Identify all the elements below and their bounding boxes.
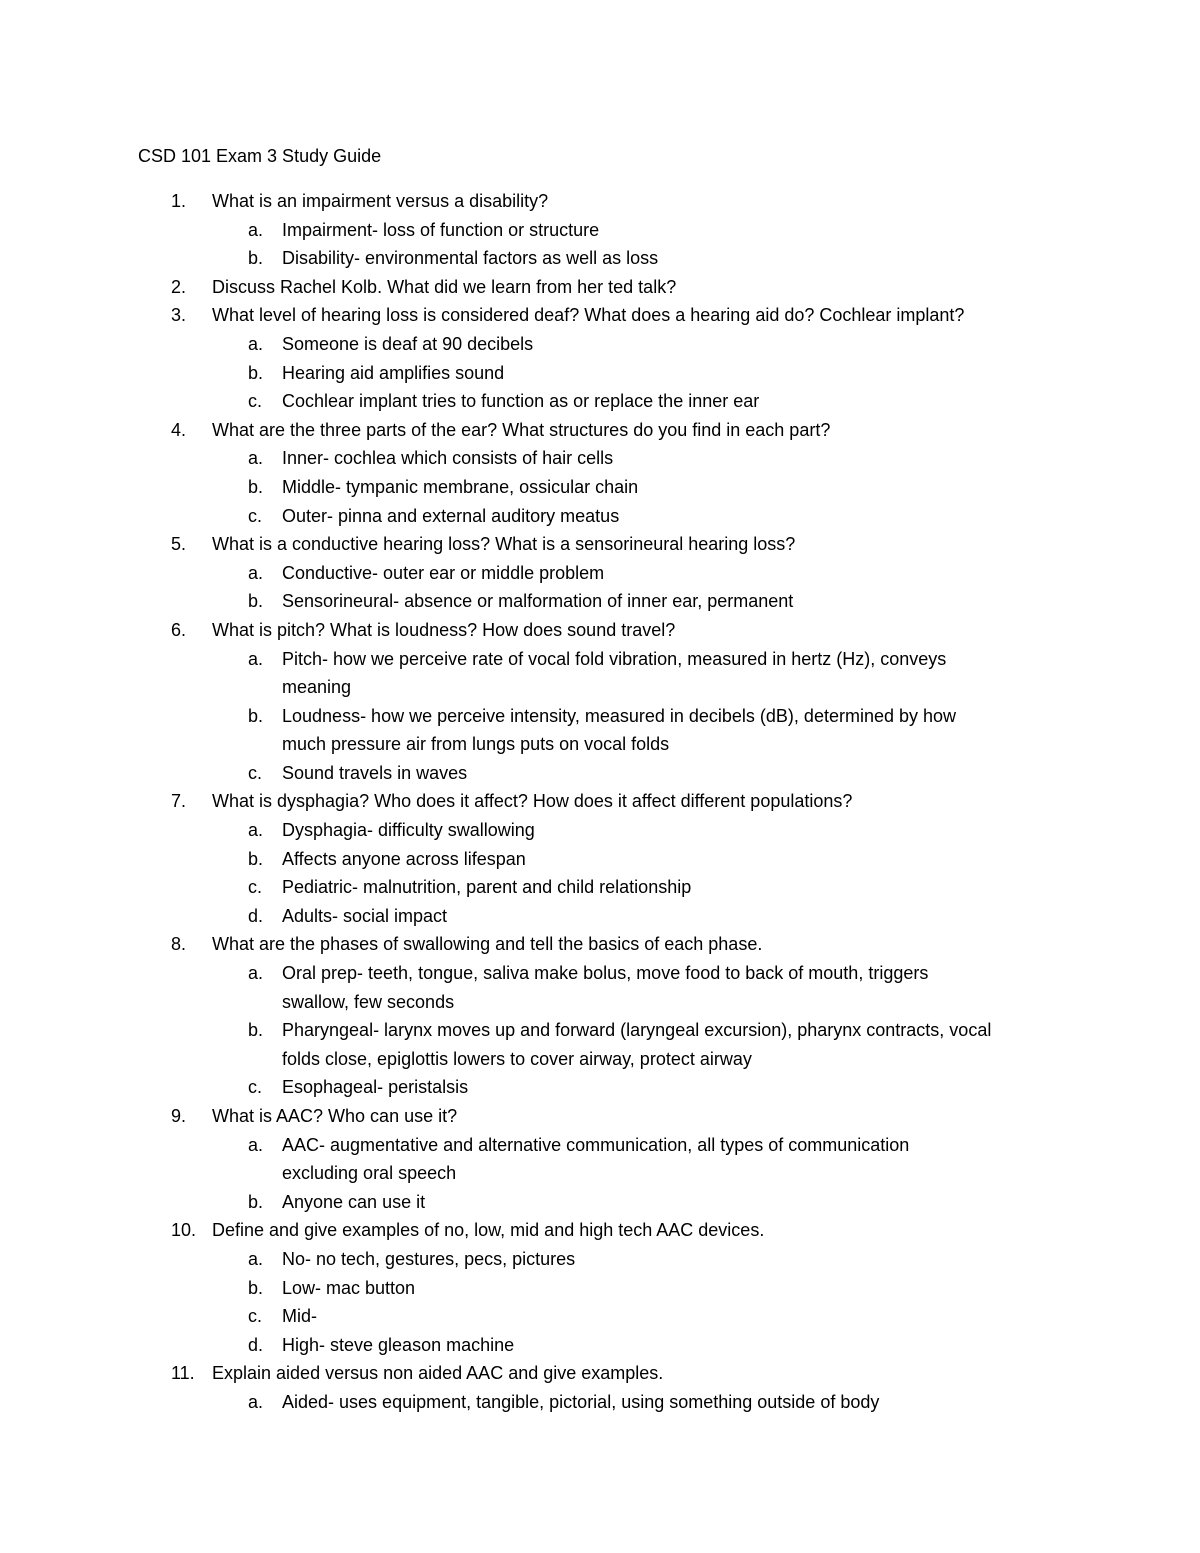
answer-text: swallow, few seconds bbox=[282, 991, 455, 1012]
answer-letter: b. bbox=[248, 248, 264, 269]
answer-letter: b. bbox=[248, 1191, 264, 1212]
answer-letter: b. bbox=[248, 848, 264, 869]
answer-item bbox=[0, 359, 1200, 388]
question-item bbox=[0, 1102, 1200, 1131]
answer-text: Middle- tympanic membrane, ossicular chain bbox=[282, 476, 639, 497]
answer-text: Aided- uses equipment, tangible, pictorial, using something outside of body bbox=[282, 1391, 880, 1412]
answer-item bbox=[0, 444, 1200, 473]
answer-letter: d. bbox=[248, 1334, 264, 1355]
question-text: Discuss Rachel Kolb. What did we learn from her ted talk? bbox=[212, 276, 677, 297]
answer-letter: c. bbox=[248, 1077, 263, 1098]
answer-letter: b. bbox=[248, 1277, 264, 1298]
answer-text: Outer- pinna and external auditory meatus bbox=[282, 505, 620, 526]
answer-item bbox=[0, 759, 1200, 788]
answer-letter: a. bbox=[248, 963, 264, 984]
question-number: 3. bbox=[171, 305, 187, 326]
answer-item bbox=[0, 1388, 1200, 1417]
answer-letter: c. bbox=[248, 391, 263, 412]
answer-text: Hearing aid amplifies sound bbox=[282, 362, 505, 383]
answer-letter: d. bbox=[248, 905, 264, 926]
question-item bbox=[0, 1216, 1200, 1245]
answer-letter: b. bbox=[248, 362, 264, 383]
question-number: 7. bbox=[171, 791, 187, 812]
answer-item bbox=[0, 1016, 1200, 1045]
answer-text: Inner- cochlea which consists of hair cells bbox=[282, 448, 614, 469]
answer-text: meaning bbox=[282, 677, 352, 698]
answer-item bbox=[0, 959, 1200, 988]
answer-text: Pharyngeal- larynx moves up and forward (laryngeal excursion), pharynx contracts, vocal bbox=[282, 1020, 992, 1041]
question-text: What level of hearing loss is considered deaf? What does a hearing aid do? Cochlear implant? bbox=[212, 305, 965, 326]
answer-letter: b. bbox=[248, 476, 264, 497]
answer-item bbox=[0, 473, 1200, 502]
question-item bbox=[0, 273, 1200, 302]
answer-text: Someone is deaf at 90 decibels bbox=[282, 333, 534, 354]
answer-item bbox=[0, 387, 1200, 416]
answer-text: Loudness- how we perceive intensity, measured in decibels (dB), determined by how bbox=[282, 705, 957, 726]
answer-item bbox=[0, 502, 1200, 531]
question-number: 8. bbox=[171, 934, 187, 955]
question-number: 6. bbox=[171, 619, 187, 640]
answer-text: Impairment- loss of function or structure bbox=[282, 219, 600, 240]
question-number: 2. bbox=[171, 276, 187, 297]
answer-letter: c. bbox=[248, 505, 263, 526]
answer-text: Conductive- outer ear or middle problem bbox=[282, 562, 605, 583]
answer-item bbox=[0, 673, 1200, 702]
answer-item bbox=[0, 1331, 1200, 1360]
answer-item bbox=[0, 1131, 1200, 1160]
answer-item bbox=[0, 1045, 1200, 1074]
answer-item bbox=[0, 216, 1200, 245]
answer-text: No- no tech, gestures, pecs, pictures bbox=[282, 1248, 576, 1269]
answer-item bbox=[0, 873, 1200, 902]
answer-text: Dysphagia- difficulty swallowing bbox=[282, 820, 535, 841]
question-number: 11. bbox=[171, 1363, 195, 1384]
answer-text: Affects anyone across lifespan bbox=[282, 848, 526, 869]
answer-text: excluding oral speech bbox=[282, 1163, 457, 1184]
answer-text: Sensorineural- absence or malformation of inner ear, permanent bbox=[282, 591, 794, 612]
question-text: What is pitch? What is loudness? How does sound travel? bbox=[212, 619, 676, 640]
answer-letter: a. bbox=[248, 648, 264, 669]
question-number: 5. bbox=[171, 534, 187, 555]
question-item bbox=[0, 301, 1200, 330]
question-number: 1. bbox=[171, 191, 187, 211]
answer-item bbox=[0, 1159, 1200, 1188]
answer-letter: b. bbox=[248, 1020, 264, 1041]
answer-item bbox=[0, 244, 1200, 273]
answer-text: Anyone can use it bbox=[282, 1191, 426, 1212]
answer-item bbox=[0, 845, 1200, 874]
answer-text: High- steve gleason machine bbox=[282, 1334, 515, 1355]
answer-item bbox=[0, 902, 1200, 931]
answer-item bbox=[0, 730, 1200, 759]
answer-text: folds close, epiglottis lowers to cover airway, protect airway bbox=[282, 1048, 752, 1069]
question-item bbox=[0, 1359, 1200, 1388]
question-item bbox=[0, 416, 1200, 445]
answer-letter: c. bbox=[248, 762, 263, 783]
answer-letter: a. bbox=[248, 448, 264, 469]
answer-text: Pediatric- malnutrition, parent and child relationship bbox=[282, 877, 692, 898]
answer-item bbox=[0, 645, 1200, 674]
answer-text: Oral prep- teeth, tongue, saliva make bolus, move food to back of mouth, triggers bbox=[282, 963, 929, 984]
answer-item bbox=[0, 702, 1200, 731]
answer-letter: a. bbox=[248, 820, 264, 841]
document-title: CSD 101 Exam 3 Study Guide bbox=[138, 146, 382, 166]
answer-text: much pressure air from lungs puts on vocal folds bbox=[282, 734, 670, 755]
question-text: What are the phases of swallowing and tell the basics of each phase. bbox=[212, 934, 763, 955]
question-text: What are the three parts of the ear? What structures do you find in each part? bbox=[212, 419, 831, 440]
answer-letter: a. bbox=[248, 1248, 264, 1269]
answer-item bbox=[0, 330, 1200, 359]
answer-item bbox=[0, 587, 1200, 616]
question-item bbox=[0, 787, 1200, 816]
question-list bbox=[0, 187, 1200, 1417]
answer-letter: b. bbox=[248, 591, 264, 612]
answer-letter: c. bbox=[248, 877, 263, 898]
answer-text: Pitch- how we perceive rate of vocal fold vibration, measured in hertz (Hz), conveys bbox=[282, 648, 947, 669]
question-item bbox=[0, 930, 1200, 959]
question-number: 4. bbox=[171, 419, 187, 440]
answer-text: Adults- social impact bbox=[282, 905, 448, 926]
answer-item bbox=[0, 1274, 1200, 1303]
answer-item bbox=[0, 1302, 1200, 1331]
answer-letter: a. bbox=[248, 219, 264, 240]
answer-letter: a. bbox=[248, 333, 264, 354]
answer-letter: b. bbox=[248, 705, 264, 726]
answer-letter: c. bbox=[248, 1306, 263, 1327]
answer-item bbox=[0, 1245, 1200, 1274]
answer-item bbox=[0, 816, 1200, 845]
question-number: 10. bbox=[171, 1220, 197, 1241]
answer-text: Disability- environmental factors as well as loss bbox=[282, 248, 659, 269]
question-text: What is a conductive hearing loss? What is a sensorineural hearing loss? bbox=[212, 534, 796, 555]
question-item bbox=[0, 530, 1200, 559]
answer-item bbox=[0, 1188, 1200, 1217]
answer-item bbox=[0, 1073, 1200, 1102]
answer-text: Esophageal- peristalsis bbox=[282, 1077, 469, 1098]
question-text: What is an impairment versus a disability? bbox=[212, 191, 549, 211]
answer-letter: a. bbox=[248, 1391, 264, 1412]
answer-text: Cochlear implant tries to function as or replace the inner ear bbox=[282, 391, 760, 412]
answer-text: AAC- augmentative and alternative communication, all types of communication bbox=[282, 1134, 910, 1155]
question-text: What is AAC? Who can use it? bbox=[212, 1106, 458, 1126]
question-item bbox=[0, 616, 1200, 645]
question-text: Explain aided versus non aided AAC and give examples. bbox=[212, 1363, 664, 1384]
question-text: Define and give examples of no, low, mid and high tech AAC devices. bbox=[212, 1220, 765, 1241]
answer-text: Low- mac button bbox=[282, 1277, 416, 1298]
answer-item bbox=[0, 988, 1200, 1017]
answer-item bbox=[0, 559, 1200, 588]
answer-text: Sound travels in waves bbox=[282, 762, 468, 783]
answer-letter: a. bbox=[248, 562, 264, 583]
answer-text: Mid- bbox=[282, 1306, 317, 1327]
question-item bbox=[0, 187, 1200, 216]
question-text: What is dysphagia? Who does it affect? How does it affect different populations? bbox=[212, 791, 853, 812]
question-number: 9. bbox=[171, 1106, 187, 1126]
answer-letter: a. bbox=[248, 1134, 264, 1155]
